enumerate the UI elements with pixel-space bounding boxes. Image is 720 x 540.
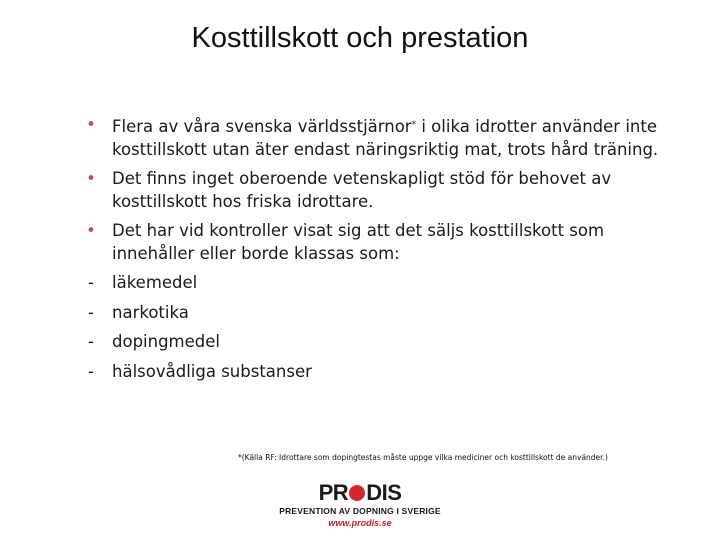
slide-title: Kosttillskott och prestation [191, 22, 529, 54]
bullet-text: Det har vid kontroller visat sig att det säljs kosttillskott som innehåller eller borde klassas som: [112, 221, 605, 263]
dash-marker: - [88, 302, 94, 322]
sub-item-text: läkemedel [112, 273, 198, 292]
dash-marker: - [88, 361, 94, 381]
logo-word-end: DIS [366, 480, 402, 505]
bullet-marker: • [86, 115, 96, 134]
bullet-item [84, 220, 664, 265]
bullet-list [84, 114, 664, 390]
bullet-marker: • [86, 221, 96, 240]
sub-item [84, 361, 664, 384]
logo-tagline: PREVENTION AV DOPNING I SVERIGE [279, 506, 441, 516]
logo-o-circle-icon [349, 485, 365, 501]
logo-word-start: PR [318, 480, 349, 505]
sub-item-text: narkotika [112, 302, 189, 322]
sub-item-text: hälsovådliga substanser [112, 361, 312, 381]
bullet-text: Det finns inget oberoende vetenskapligt stöd för behovet av kosttillskott hos friska idrottare. [112, 169, 612, 211]
bullet-marker: • [86, 169, 96, 188]
logo-url: www.prodis.se [328, 518, 392, 528]
dash-marker: - [88, 273, 94, 292]
sub-item [84, 272, 664, 295]
sub-item-text: dopingmedel [112, 332, 220, 351]
sub-item [84, 331, 664, 354]
bullet-item [84, 114, 664, 161]
bullet-item [84, 168, 664, 213]
footnote-asterisk: * [411, 120, 417, 130]
bullet-text-cont: i olika idrotter använder inte kosttillskott utan äter endast näringsriktig mat, trots hård träning. [112, 117, 659, 159]
sub-item [84, 302, 664, 325]
source-footnote: *(Källa RF: Idrottare som dopingtestas måste uppge vilka mediciner och kosttillskott de använder.) [238, 453, 608, 462]
prodis-logo [262, 482, 458, 532]
logo-wordmark [262, 482, 458, 504]
bullet-text: Flera av våra svenska världsstjärnor [112, 117, 412, 136]
dash-marker: - [88, 332, 94, 351]
